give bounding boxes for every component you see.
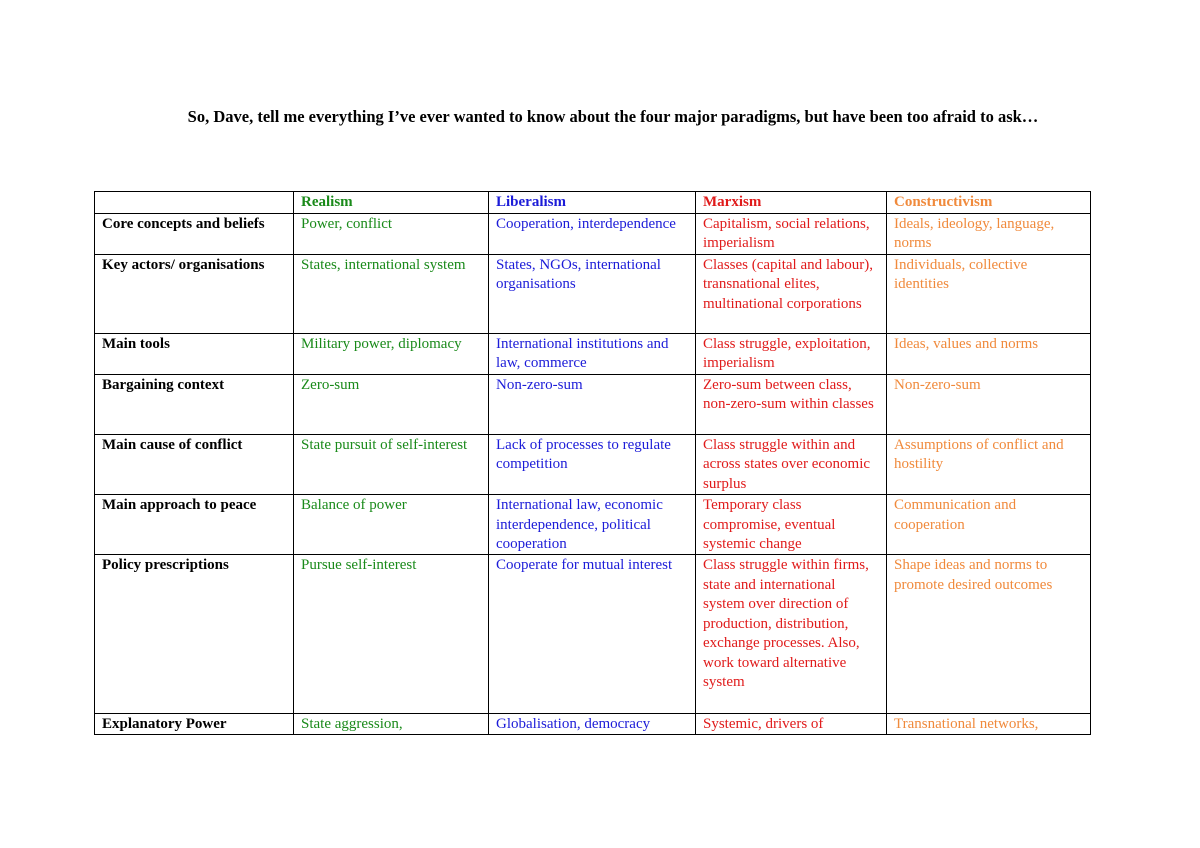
row-label: Key actors/ organisations bbox=[95, 254, 294, 333]
liberalism-cell: Lack of processes to regulate competition bbox=[489, 434, 696, 495]
liberalism-cell: Non-zero-sum bbox=[489, 374, 696, 434]
header-realism: Realism bbox=[294, 192, 489, 214]
table-row bbox=[95, 434, 1091, 495]
marxism-cell: Class struggle within and across states over economic surplus bbox=[696, 434, 887, 495]
liberalism-cell: Cooperation, interdependence bbox=[489, 213, 696, 254]
constructivism-cell: Assumptions of conflict and hostility bbox=[887, 434, 1091, 495]
header-liberalism: Liberalism bbox=[489, 192, 696, 214]
table-row bbox=[95, 333, 1091, 374]
header-row bbox=[95, 192, 1091, 214]
marxism-cell: Classes (capital and labour), transnational elites, multinational corporations bbox=[696, 254, 887, 333]
realism-cell: Balance of power bbox=[294, 495, 489, 555]
realism-cell: State pursuit of self-interest bbox=[294, 434, 489, 495]
realism-cell: State aggression, bbox=[294, 714, 489, 735]
row-label: Bargaining context bbox=[95, 374, 294, 434]
marxism-cell: Capitalism, social relations, imperialism bbox=[696, 213, 887, 254]
realism-cell: States, international system bbox=[294, 254, 489, 333]
liberalism-cell: International law, economic interdependence, political cooperation bbox=[489, 495, 696, 555]
page-title: So, Dave, tell me everything I’ve ever wanted to know about the four major paradigms, but have been too afraid to ask… bbox=[187, 107, 1039, 126]
row-label: Explanatory Power bbox=[95, 714, 294, 735]
realism-cell: Zero-sum bbox=[294, 374, 489, 434]
row-label: Core concepts and beliefs bbox=[95, 213, 294, 254]
constructivism-cell: Ideas, values and norms bbox=[887, 333, 1091, 374]
header-constructivism: Constructivism bbox=[887, 192, 1091, 214]
table-row bbox=[95, 555, 1091, 714]
paradigms-table bbox=[94, 191, 1091, 735]
marxism-cell: Zero-sum between class, non-zero-sum within classes bbox=[696, 374, 887, 434]
table-row bbox=[95, 254, 1091, 333]
header-blank bbox=[95, 192, 294, 214]
row-label: Main cause of conflict bbox=[95, 434, 294, 495]
constructivism-cell: Individuals, collective identities bbox=[887, 254, 1091, 333]
table-row bbox=[95, 714, 1091, 735]
liberalism-cell: Cooperate for mutual interest bbox=[489, 555, 696, 714]
realism-cell: Power, conflict bbox=[294, 213, 489, 254]
realism-cell: Pursue self-interest bbox=[294, 555, 489, 714]
marxism-cell: Class struggle, exploitation, imperialism bbox=[696, 333, 887, 374]
table-row bbox=[95, 374, 1091, 434]
liberalism-cell: International institutions and law, commerce bbox=[489, 333, 696, 374]
marxism-cell: Class struggle within firms, state and international system over direction of production, distribution, exchange processes. Also, work toward alternative system bbox=[696, 555, 887, 714]
row-label: Main approach to peace bbox=[95, 495, 294, 555]
constructivism-cell: Communication and cooperation bbox=[887, 495, 1091, 555]
marxism-cell: Systemic, drivers of bbox=[696, 714, 887, 735]
constructivism-cell: Transnational networks, bbox=[887, 714, 1091, 735]
row-label: Policy prescriptions bbox=[95, 555, 294, 714]
realism-cell: Military power, diplomacy bbox=[294, 333, 489, 374]
table-row bbox=[95, 213, 1091, 254]
constructivism-cell: Non-zero-sum bbox=[887, 374, 1091, 434]
header-marxism: Marxism bbox=[696, 192, 887, 214]
liberalism-cell: States, NGOs, international organisations bbox=[489, 254, 696, 333]
constructivism-cell: Shape ideas and norms to promote desired outcomes bbox=[887, 555, 1091, 714]
table-row bbox=[95, 495, 1091, 555]
row-label: Main tools bbox=[95, 333, 294, 374]
constructivism-cell: Ideals, ideology, language, norms bbox=[887, 213, 1091, 254]
marxism-cell: Temporary class compromise, eventual systemic change bbox=[696, 495, 887, 555]
liberalism-cell: Globalisation, democracy bbox=[489, 714, 696, 735]
